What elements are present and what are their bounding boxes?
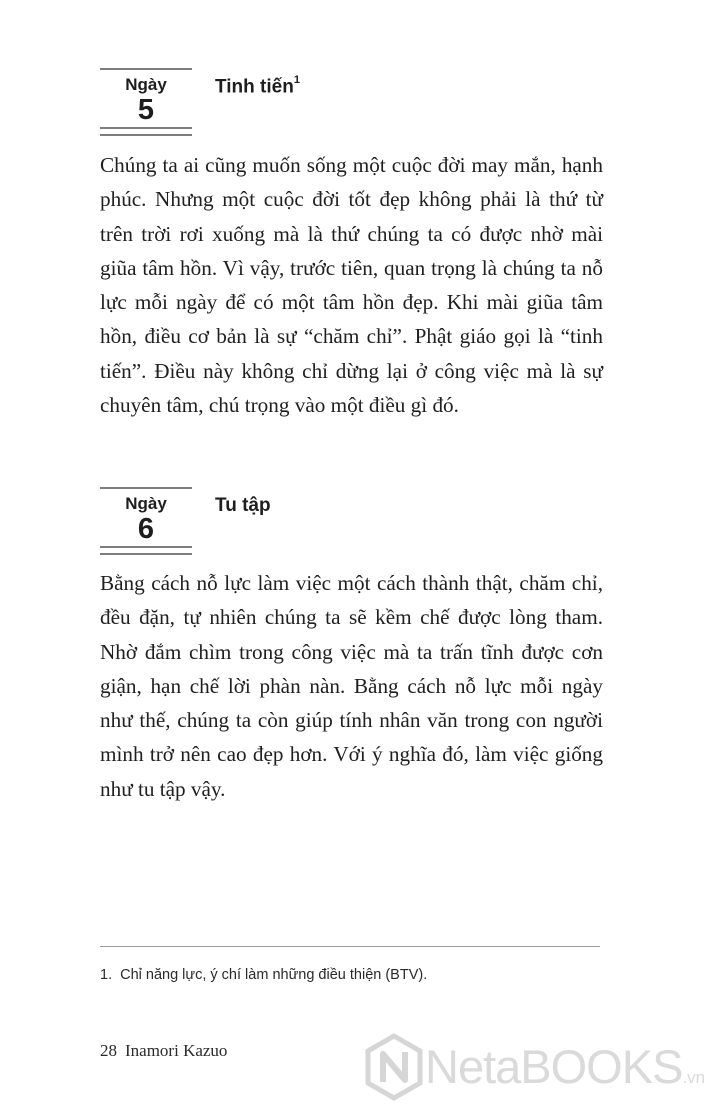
watermark-suffix: .vn [682, 1068, 705, 1087]
watermark-text [425, 1040, 705, 1105]
footnote [100, 946, 600, 983]
day-title-text: Tinh tiến [215, 76, 294, 98]
footnote-text: Chỉ năng lực, ý chí làm những điều thiện (BTV). [120, 967, 428, 983]
day-word: Ngày [125, 494, 167, 513]
day-6-header [100, 487, 540, 557]
day-5-paragraph: Chúng ta ai cũng muốn sống một cuộc đời may mắn, hạnh phúc. Nhưng một cuộc đời tốt đẹp không phải là thứ từ trên trời rơi xuống mà là thứ chúng ta có được nhờ mài giũa tâm hồn. Vì vậy, trước tiên, quan trọng là chúng ta nỗ lực mỗi ngày để có một tâm hồn đẹp. Khi mài giũa tâm hồn, điều cơ bản là sự “chăm chỉ”. Phật giáo gọi là “tinh tiến”. Điều này không chỉ dừng lại ở công việc mà là sự chuyên tâm, chú trọng vào một điều gì đó. [100, 153, 603, 418]
author-name: Inamori Kazuo [125, 1041, 228, 1060]
day-badge [100, 487, 192, 555]
day-5-header [100, 68, 540, 138]
watermark [363, 1032, 705, 1102]
day-6-paragraph: Bằng cách nỗ lực làm việc một cách thành thật, chăm chỉ, đều đặn, tự nhiên chúng ta sẽ kềm chế được lòng tham. Nhờ đắm chìm trong công việc mà ta trấn tĩnh được cơn giận, hạn chế lời phàn nàn. Bằng cách nỗ lực mỗi ngày như thế, chúng ta còn giúp tính nhân văn trong con người mình trở nên cao đẹp hơn. Với ý nghĩa đó, làm việc giống như tu tập vậy. [100, 571, 603, 801]
footnote-number: 1. [100, 967, 113, 983]
day-word: Ngày [125, 75, 167, 94]
page-footer [100, 1041, 227, 1061]
day-title [215, 76, 300, 98]
hexagon-logo-icon [363, 1032, 425, 1102]
day-number: 6 [137, 513, 155, 545]
footnote-ref: 1 [293, 74, 300, 86]
watermark-brand: NetaBOOKS [425, 1040, 683, 1093]
page-number: 28 [100, 1041, 117, 1060]
day-title-text: Tu tập [215, 495, 271, 516]
day-title [215, 495, 271, 517]
day-number: 5 [137, 94, 155, 126]
day-badge [100, 68, 192, 136]
